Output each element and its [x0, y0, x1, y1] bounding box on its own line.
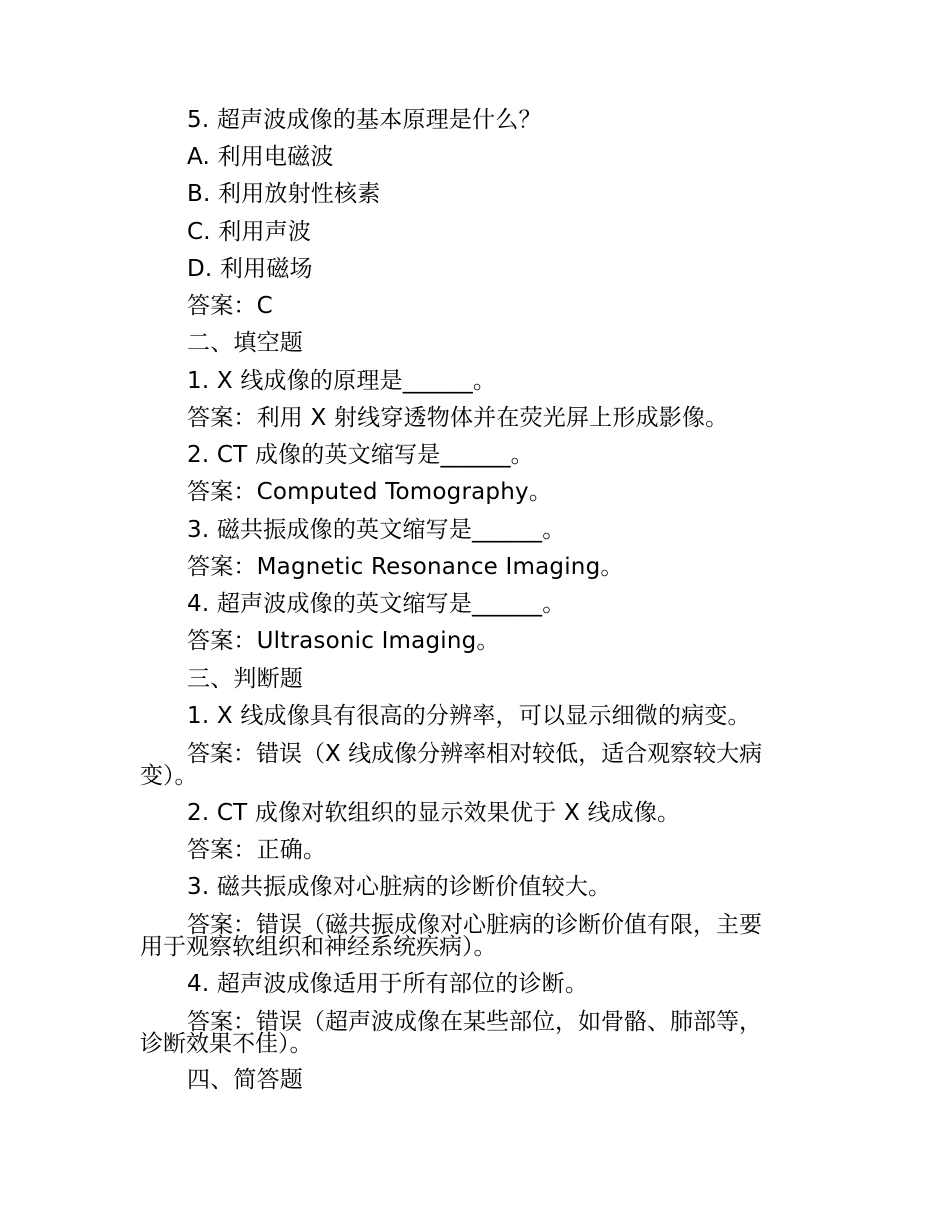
option-b: B. 利用放射性核素: [187, 181, 381, 207]
tf-answer-2: 答案：正确。: [187, 837, 327, 863]
tf-question-4: 4. 超声波成像适用于所有部位的诊断。: [187, 971, 589, 997]
fill-question-2: 2. CT 成像的英文缩写是______。: [187, 442, 534, 468]
tf-answer-4-line-1: 答案：错误（超声波成像在某些部位，如骨骼、肺部等，: [187, 1009, 762, 1035]
fill-question-3: 3. 磁共振成像的英文缩写是______。: [187, 517, 566, 543]
option-a: A. 利用电磁波: [187, 144, 334, 170]
fill-answer-2: 答案：Computed Tomography。: [187, 479, 553, 505]
fill-answer-4: 答案：Ultrasonic Imaging。: [187, 628, 500, 654]
option-c: C. 利用声波: [187, 219, 312, 245]
fill-question-1: 1. X 线成像的原理是______。: [187, 368, 497, 394]
fill-answer-3: 答案：Magnetic Resonance Imaging。: [187, 554, 624, 580]
section-heading-true-false: 三、判断题: [187, 666, 303, 692]
tf-answer-1-line-1: 答案：错误（X 线成像分辨率相对较低，适合观察较大病: [187, 741, 763, 767]
tf-answer-3-line-1: 答案：错误（磁共振成像对心脏病的诊断价值有限，主要: [187, 912, 762, 938]
tf-question-2: 2. CT 成像对软组织的显示效果优于 X 线成像。: [187, 800, 681, 826]
fill-answer-1: 答案：利用 X 射线穿透物体并在荧光屏上形成影像。: [187, 405, 729, 431]
tf-question-3: 3. 磁共振成像对心脏病的诊断价值较大。: [187, 874, 612, 900]
section-heading-fill-blank: 二、填空题: [187, 330, 303, 356]
option-d: D. 利用磁场: [187, 256, 313, 282]
answer-q5: 答案：C: [187, 293, 273, 319]
tf-answer-3-line-2: 用于观察软组织和神经系统疾病）。: [140, 934, 497, 960]
section-heading-short-answer: 四、简答题: [187, 1067, 303, 1093]
question-5: 5. 超声波成像的基本原理是什么？: [187, 107, 542, 133]
tf-answer-1-line-2: 变）。: [140, 763, 198, 789]
tf-answer-4-line-2: 诊断效果不佳）。: [140, 1031, 313, 1057]
tf-question-1: 1. X 线成像具有很高的分辨率，可以显示细微的病变。: [187, 703, 751, 729]
fill-question-4: 4. 超声波成像的英文缩写是______。: [187, 591, 566, 617]
